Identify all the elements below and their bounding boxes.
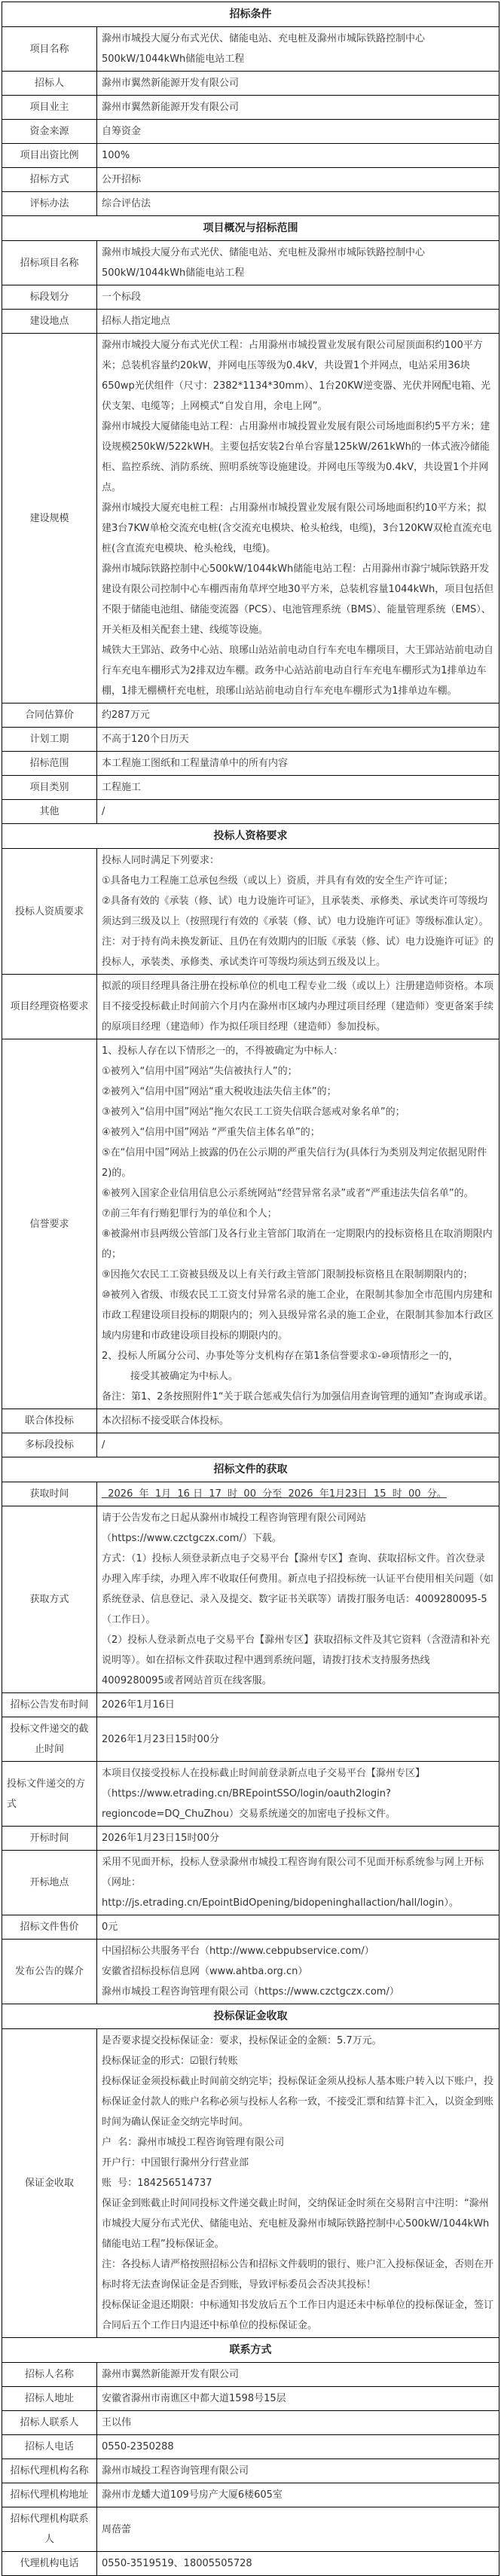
label: 投标文件递交的截止时间 [2,1717,97,1762]
row-project-name [2,27,499,72]
section-title: 投标保证金收取 [2,2004,499,2029]
value: 滁州市翼然新能源开发有限公司 [97,72,499,96]
row-submission-method [2,1762,499,1827]
value: 100% [97,144,499,168]
value: 2026年1月23日15时00分 [97,1827,499,1851]
row-tenderer-name [2,2363,499,2387]
label: 招标人名称 [2,2363,97,2387]
section-title: 招标文件的获取 [2,1457,499,1482]
paragraph: 请于公告发布之日起从滁州市城投工程咨询管理有限公司网站（https://www.czctgczx.com/）下载。 [102,1512,367,1544]
label: 招标项目名称 [2,241,97,285]
value: 不高于120个日历天 [97,728,499,752]
paragraph: ②具备有效的《承装（修、试）电力设施许可证》，且承装类、承修类、承试类许可等级均须达到三级及以上（按照现行有效的《承装（修、试）电力设施许可证》等级标准认定）。 [102,896,489,927]
label: 招标人联系人 [2,2411,97,2435]
label: 招标人电话 [2,2435,97,2459]
label: 招标代理机构地址 [2,2483,97,2507]
paragraph: ①被列入“信用中国”网站“失信被执行人”的； [102,1066,298,1077]
value [97,1506,499,1693]
value: 采用不见面开标，投标人登录滁州市城投工程咨询有限公司不见面开标系统参与网上开标（网址：http://js.etrading.cn/EpointBidOpening/bidopeninghallaction/hall/login）。 [97,1851,499,1915]
paragraph: （2）投标人登录新点电子交易平台【滁州专区】获取招标文件及其它资料（含澄清和补充说明等）。如在招标文件获取过程中遇到系统问题，请拨打技术支持服务热线 4009280095或者网站首页在线客服。 [102,1634,490,1686]
section-title: 投标人资格要求 [2,824,499,849]
row-consortium [2,1409,499,1433]
value: 安徽省滁州市南谯区中都大道1598号15层 [97,2387,499,2411]
paragraph: 城铁大王郢站、政务中心站、琅琊山站站前电动自行车充电车棚项目，大王郢站站前电动自行车充电车棚形式为2排双边车棚。政务中心站站前电动自行车充电车棚形式为1排单边车棚，1排无棚横杆充电桩，琅琊山站站前电动自行车充电车棚形式为1排单边车棚。 [102,645,494,697]
label: 招标代理机构名称 [2,2459,97,2483]
value [97,1482,499,1506]
paragraph: ⑥被列入国家企业信用信息公示系统网站“经营异常名录”或者“严重违法失信名单”的。 [102,1188,474,1199]
section-document-acquisition [2,1457,499,1482]
paragraph: 1、投标人存在以下情形之一的，不得被确定为中标人： [102,1045,344,1057]
label: 招标人地址 [2,2387,97,2411]
paragraph: 滁州市城投大厦储能电站工程：占用滁州市城投置业发展有限公司场地面积约5平方米；建设规模250kW/522kWH。主要包括安装2台单台容量125kW/261kWh的一体式液冷储能柜、监控系统、消防系统、照明系统等设施建设。并网电压等级为0.4kV，共设置1个并网点。 [102,421,490,493]
label: 招标文件售价 [2,1915,97,1940]
paragraph: ⑨因拖欠农民工工资被县级及以上有关行政主管部门限制投标资格且在限制期限内的； [102,1269,473,1280]
section-contact [2,2338,499,2363]
row-tenderer [2,72,499,96]
row-qualification [2,849,499,975]
value: 滁州市龙蟠大道109号房产大厦6楼605室 [97,2483,499,2507]
value: 公开招标 [97,168,499,192]
paragraph: ⑦前三年有行贿犯罪行为的单位和个人； [102,1208,277,1219]
value: 王以伟 [97,2411,499,2435]
value: 0550-2350288 [97,2435,499,2459]
label: 开标时间 [2,1827,97,1851]
value: 0元 [97,1915,499,1940]
row-contract-price [2,704,499,728]
row-construction-scale [2,334,499,704]
paragraph: ⑤在“信用中国”网站上披露的仍在公示期的严重失信行为(具体行为类别及判定依据见附件2)的。 [102,1147,487,1179]
label: 项目出资比例 [2,144,97,168]
row-lot-division [2,285,499,310]
label: 评标办法 [2,192,97,216]
value [97,849,499,975]
row-acquisition-method [2,1506,499,1693]
section-title: 联系方式 [2,2338,499,2363]
label: 发布公告的媒介 [2,1940,97,2004]
value: 招标人指定地点 [97,310,499,334]
paragraph: ⑩被列入省级、市级农民工工资支付异常名录的施工企业，在限制其参加全市范围内房建和市政工程建设项目投标的期限内的；列入县级异常名录的施工企业，在限制其参加本行政区域内房建和市政建设项目投标的期限内的。 [102,1290,494,1341]
label: 招标人 [2,72,97,96]
paragraph: 注：各投标人请严格按照招标公告和招标文件载明的银行、账户汇入投标保证金，否则在开标时将无法查询保证金是否到账，导致评标委员会否决其投标！ [102,2259,494,2291]
row-funding-ratio [2,144,499,168]
label: 项目名称 [2,27,97,72]
row-tenderer-phone [2,2435,499,2459]
label: 获取方式 [2,1506,97,1693]
row-acquisition-time [2,1482,499,1506]
value: 自筹资金 [97,120,499,144]
paragraph: 滁州市城投大厦充电桩工程：占用滁州市城投置业发展有限公司场地面积约10平方米；拟建3台7KW单枪交流充电桩(含交流充电模块、枪头枪线，电缆)，3台120KW双枪直流充电桩(含直流充电模块、枪头枪线，电缆)。 [102,502,492,554]
section-deposit [2,2004,499,2029]
row-bid-method [2,168,499,192]
value: 0550-3519519、18005505728 [97,2552,499,2576]
value: 2026年1月16日 [97,1693,499,1717]
row-multi-lot [2,1433,499,1457]
value-line: 500kW/1044kWh储能电站工程 [102,267,245,279]
paragraph: 滁州市城投大厦分布式光伏工程：占用滁州市城投置业发展有限公司屋顶面积约100平方米；总装机容量约20kW，并网电压等级为0.4kV，共设置1个并网点，电站采用36块650wp光伏组件（尺寸：2382*1134*30mm）、1台20KW逆变器、光伏并网配电箱、光伏支架、电缆等；上网模式“自发自用，余电上网”。 [102,340,490,412]
paragraph: 投标人同时满足下列要求： [102,855,220,866]
row-tender-project-name [2,241,499,285]
paragraph: ②被列入“信用中国”网站“重大税收违法失信主体”的； [102,1086,337,1097]
label: 标段划分 [2,285,97,310]
section-project-overview [2,216,499,241]
label: 建设规模 [2,334,97,704]
paragraph: 注：对于持有尚未换发新证、且仍在有效期内的旧版《承装（修、试）电力设施许可证》的投标人，承装类、承修类、承试类许可等级均须达到五级及以上。 [102,936,494,968]
paragraph: 方式：（1）投标人须登录新点电子交易平台【滁州专区】查询、获取招标文件。首次登录办理入库手续，办理入库不收取任何费用。新点电子招投标统一认证平台使用相关问题（如系统登录、信息登记、录入及提交、数字证书关联等）请拨打服务电话：4009280095-5（工作日）。 [102,1553,494,1625]
value: 约287万元 [97,704,499,728]
tender-notice-table [2,2,499,2576]
row-agency-contact [2,2507,499,2552]
paragraph: ③被列入“信用中国”网站“拖欠农民工工资失信联合惩戒对象名单”的； [102,1106,405,1118]
label: 信誉要求 [2,1039,97,1409]
label: 项目业主 [2,96,97,120]
label: 计划工期 [2,728,97,752]
media-link: 中国招标公共服务平台（http://www.cebpubservice.com/） [102,1946,374,1957]
label: 招标方式 [2,168,97,192]
bank-name: 开户行：中国银行滁州分行营业部 [102,2157,249,2169]
label: 招标公告发布时间 [2,1693,97,1717]
paragraph: 保证金到账截止时间同投标文件递交截止时间，交纳保证金时须在交易附言中注明：“滁州市城投大厦分布式光伏、储能电站、充电桩及滁州市城际铁路控制中心500kW/1044kWh储能电站工程”投标保证金。 [102,2198,490,2250]
value [97,334,499,704]
row-schedule [2,728,499,752]
paragraph: 投标保证金的形式：☑银行转账 [102,2056,238,2067]
row-tenderer-address [2,2387,499,2411]
label: 开标地点 [2,1851,97,1915]
label: 其他 [2,800,97,824]
section-bid-conditions [2,2,499,27]
note: 备注：第1、2条按照附件1“关于联合惩戒失信行为加强信用查询管理的通知”查询或承诺。 [102,1391,493,1402]
paragraph: 2、投标人所属分公司、办事处等分支机构存在第1条信誉要求①-⑩项情形之一的， [102,1351,459,1362]
value: 2026年1月23日15时00分 [97,1717,499,1762]
value [97,241,499,285]
label: 项目经理资格要求 [2,975,97,1039]
value: 一个标段 [97,285,499,310]
label: 合同估算价 [2,704,97,728]
value [97,1039,499,1409]
paragraph: ④被列入“信用中国”网站 “严重失信主体名单”的； [102,1127,320,1138]
label: 招标范围 [2,752,97,776]
value: 本次招标不接受联合体投标。 [97,1409,499,1433]
row-publish-time [2,1693,499,1717]
row-submission-deadline [2,1717,499,1762]
value-line: 500kW/1044kWh储能电站工程 [102,53,245,65]
label: 保证金收取 [2,2029,97,2338]
row-location [2,310,499,334]
value [97,1940,499,2004]
paragraph: 滁州市城际铁路控制中心500kW/1044kWh储能电站工程：占用滁州市滁宁城际铁路开发建设有限公司控制中心车棚西南角草坪空地30平方米，总装机容量1044kWh，项目包括但不限于储能电池组、储能变流器（PCS）、电池管理系统（BMS）、能量管理系统（EMS）、开关柜及相关配套土建、线缆等设施。 [102,563,494,636]
value: 滁州市城投工程咨询管理有限公司 [97,2459,499,2483]
row-opening-place [2,1851,499,1915]
value: 滁州市翼然新能源开发有限公司 [97,2363,499,2387]
section-title: 项目概况与招标范围 [2,216,499,241]
account-name: 户 名：滁州市城投工程咨询管理有限公司 [102,2137,285,2148]
value: 工程施工 [97,776,499,800]
value: 综合评估法 [97,192,499,216]
section-bidder-qualification [2,824,499,849]
row-agency-phone [2,2552,499,2576]
label: 投标人资质要求 [2,849,97,975]
value-line: 滁州市城投大厦分布式光伏、储能电站、充电桩及滁州市城际铁路控制中心 [102,247,426,258]
row-tenderer-contact [2,2411,499,2435]
row-funding-source [2,120,499,144]
value: 滁州市翼然新能源开发有限公司 [97,96,499,120]
account-number: 账 号：184256514737 [102,2178,212,2189]
row-deposit [2,2029,499,2338]
label: 多标段投标 [2,1433,97,1457]
row-category [2,776,499,800]
paragraph-indented: 接受其被确定为中标人。 [130,1371,239,1382]
row-evaluation-method [2,192,499,216]
row-agency-address [2,2483,499,2507]
label: 建设地点 [2,310,97,334]
value-line: 滁州市城投大厦分布式光伏、储能电站、充电桩及滁州市城际铁路控制中心 [102,33,426,44]
paragraph: 投标保证金须投标截止时间前交纳完毕；投标保证金须从投标人基本账户转入以下账户，投标保证金付款人的账户名称必须与投标人名称一致，不接受汇票和结算卡汇入，以资金到账时间为确认保证金交纳完毕时间。 [102,2076,494,2128]
row-other [2,800,499,824]
paragraph: 是否要求提交投标保证金：要求，投标保证金的金额：5.7万元。 [102,2035,382,2046]
value: 本项目仅接受投标人在投标截止时间前登录新点电子交易平台【滁州专区】（https://www.etrading.cn/BREpointSSO/login/oauth2login?regioncode=DQ_ChuZhou）交易系统递交的加密电子投标文件。 [97,1762,499,1827]
section-title: 招标条件 [2,2,499,27]
value: 拟派的项目经理具备注册在投标单位的机电工程专业二级（或以上）注册建造师资格。本项目不接受投标截止时间前六个月内在滁州市区域内办理过项目经理（建造师）变更备案手续的原项目经理（建造师）作为拟任项目经理（建造师）参加投标。 [97,975,499,1039]
value: / [97,800,499,824]
acquisition-time-value: 2026 年 1月 16 日 17 时 00 分至 2026 年1月23日 15 时 00 分。 [102,1488,447,1500]
row-manager-qualification [2,975,499,1039]
label: 资金来源 [2,120,97,144]
row-publication-media [2,1940,499,2004]
label: 投标文件递交的方式 [2,1762,97,1827]
label: 代理机构电话 [2,2552,97,2576]
value: / [97,1433,499,1457]
row-document-price [2,1915,499,1940]
value [97,2029,499,2338]
media-link: 滁州市城投工程咨询管理有限公司（https://www.czctgczx.com/） [102,1986,399,1998]
media-link: 安徽省招标投标信息网（www.ahtba.org.cn） [102,1966,308,1977]
value: 周蓓蕾 [97,2507,499,2552]
label: 联合体投标 [2,1409,97,1433]
value [97,27,499,72]
row-opening-time [2,1827,499,1851]
row-project-owner [2,96,499,120]
row-credit-requirement [2,1039,499,1409]
label: 获取时间 [2,1482,97,1506]
paragraph: 投标保证金退还期限：中标通知书发放后五个工作日内退还未中标单位的投标保证金，签订合同后五个工作日内退还中标单位的投标保证金。 [102,2300,494,2331]
row-scope [2,752,499,776]
paragraph: ①具备电力工程施工总承包叁级（或以上）资质，并具有有效的安全生产许可证； [102,875,454,887]
label: 项目类别 [2,776,97,800]
paragraph: ⑧被滁州市县两级公管部门及各行业主管部门取消在一定期限内的投标资格且在取消期限内的； [102,1228,493,1260]
label: 招标代理机构联系人 [2,2507,97,2552]
value: 本工程施工图纸和工程量清单中的所有内容 [97,752,499,776]
